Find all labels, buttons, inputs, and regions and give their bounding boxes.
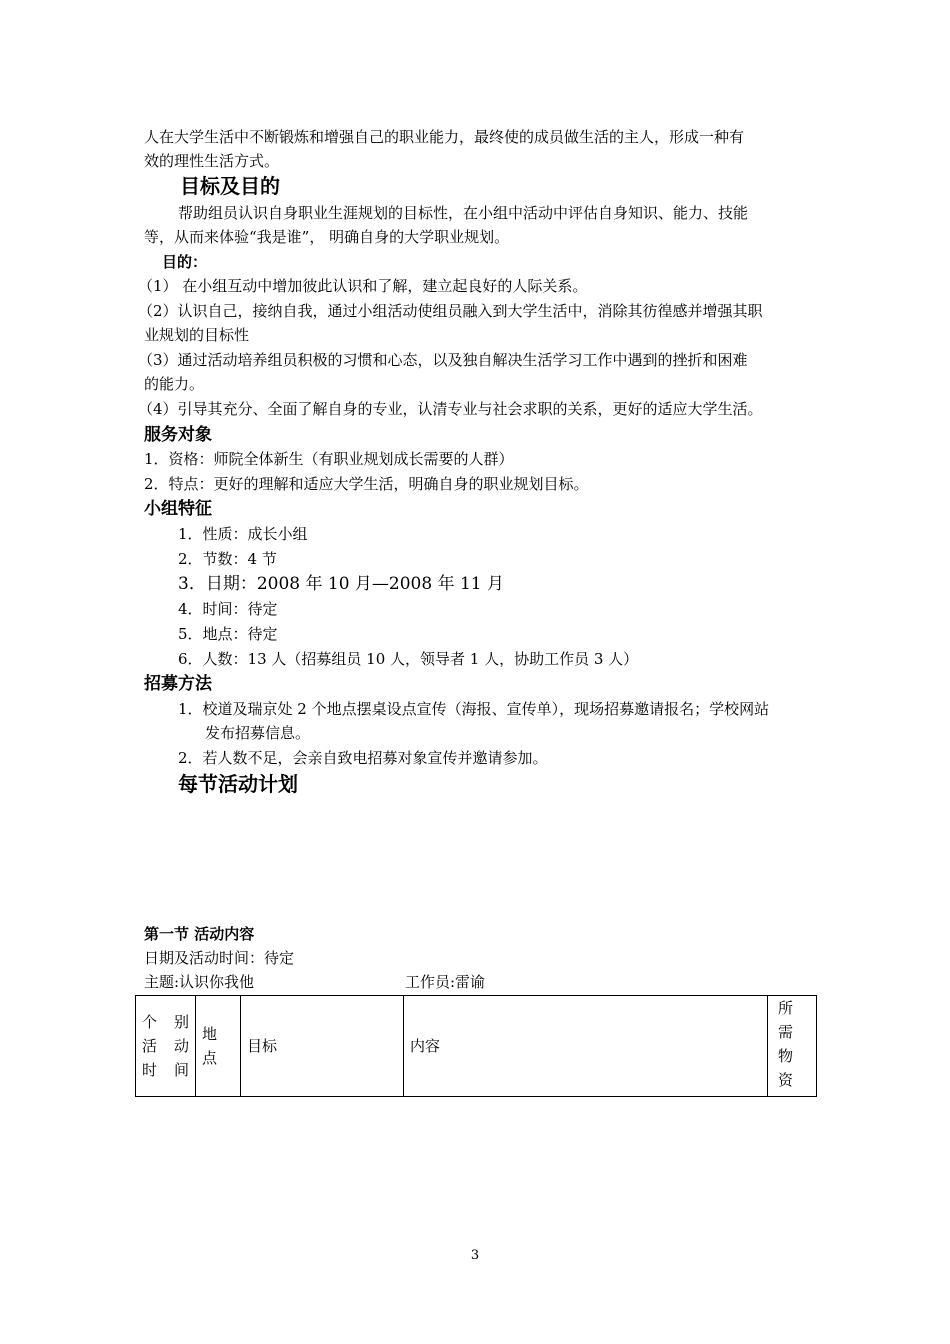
feature-item-6: 6．人数：13 人（招募组员 10 人，领导者 1 人，协助工作员 3 人） (178, 650, 639, 668)
purpose-item-3-cont: 的能力。 (144, 375, 205, 393)
purpose-item-4: （4）引导其充分、全面了解自身的专业，认清专业与社会求职的关系，更好的适应大学生活。 (138, 400, 763, 418)
goal-para-line-1: 帮助组员认识自身职业生涯规划的目标性，在小组中活动中评估自身知识、能力、技能 (178, 204, 749, 222)
table-header-row (136, 996, 817, 1097)
plan-heading: 每节活动计划 (178, 772, 298, 796)
session-date-time: 日期及活动时间：待定 (144, 949, 295, 967)
col-location: 地 点 (196, 996, 241, 1097)
intro-line-1: 人在大学生活中不断锻炼和增强自己的职业能力，最终使的成员做生活的主人，形成一种有 (144, 128, 745, 146)
feature-item-5: 5．地点：待定 (178, 625, 278, 643)
session-title: 第一节 活动内容 (144, 925, 255, 943)
recruit-item-1: 1．校道及瑞京处 2 个地点摆桌设点宣传（海报、宣传单），现场招募邀请报名；学校网站 (178, 700, 770, 718)
session-theme: 主题:认识你我他 (144, 973, 255, 991)
intro-line-2: 效的理性生活方式。 (144, 152, 280, 170)
recruit-item-1-cont: 发布招募信息。 (205, 724, 311, 742)
purpose-label: 目的： (162, 253, 208, 271)
activity-table (135, 995, 817, 1097)
col-activity-time: 个 别 活 动 时间 (136, 996, 196, 1097)
col-materials: 所 需 物 资 (768, 996, 817, 1097)
purpose-item-1: （1） 在小组互动中增加彼此认识和了解，建立起良好的人际关系。 (138, 277, 588, 295)
col-content: 内容 (404, 996, 768, 1097)
feature-item-1: 1．性质：成长小组 (178, 525, 308, 543)
service-item-1: 1．资格：师院全体新生（有职业规划成长需要的人群） (144, 450, 514, 468)
goal-heading: 目标及目的 (180, 174, 280, 198)
col-goal: 目标 (241, 996, 404, 1097)
recruit-item-2: 2．若人数不足，会亲自致电招募对象宣传并邀请参加。 (178, 749, 548, 767)
service-item-2: 2．特点：更好的理解和适应大学生活，明确自身的职业规划目标。 (144, 475, 589, 493)
feature-item-3: 3．日期：2008 年 10 月—2008 年 11 月 (178, 574, 505, 594)
purpose-item-2: （2）认识自己，接纳自我，通过小组活动使组员融入到大学生活中，消除其彷徨感并增强其职 (138, 302, 763, 320)
features-heading: 小组特征 (144, 499, 212, 519)
feature-item-2: 2．节数：4 节 (178, 550, 277, 568)
recruit-heading: 招募方法 (144, 674, 212, 694)
goal-para-line-2: 等，从而来体验“我是谁”， 明确自身的大学职业规划。 (144, 228, 510, 246)
page-number: 3 (470, 1248, 480, 1263)
purpose-item-2-cont: 业规划的目标性 (144, 326, 250, 344)
feature-item-4: 4．时间：待定 (178, 600, 278, 618)
session-worker: 工作员:雷谕 (405, 973, 486, 991)
service-heading: 服务对象 (144, 425, 212, 445)
purpose-item-3: （3）通过活动培养组员积极的习惯和心态，以及独自解决生活学习工作中遇到的挫折和困难 (138, 351, 748, 369)
